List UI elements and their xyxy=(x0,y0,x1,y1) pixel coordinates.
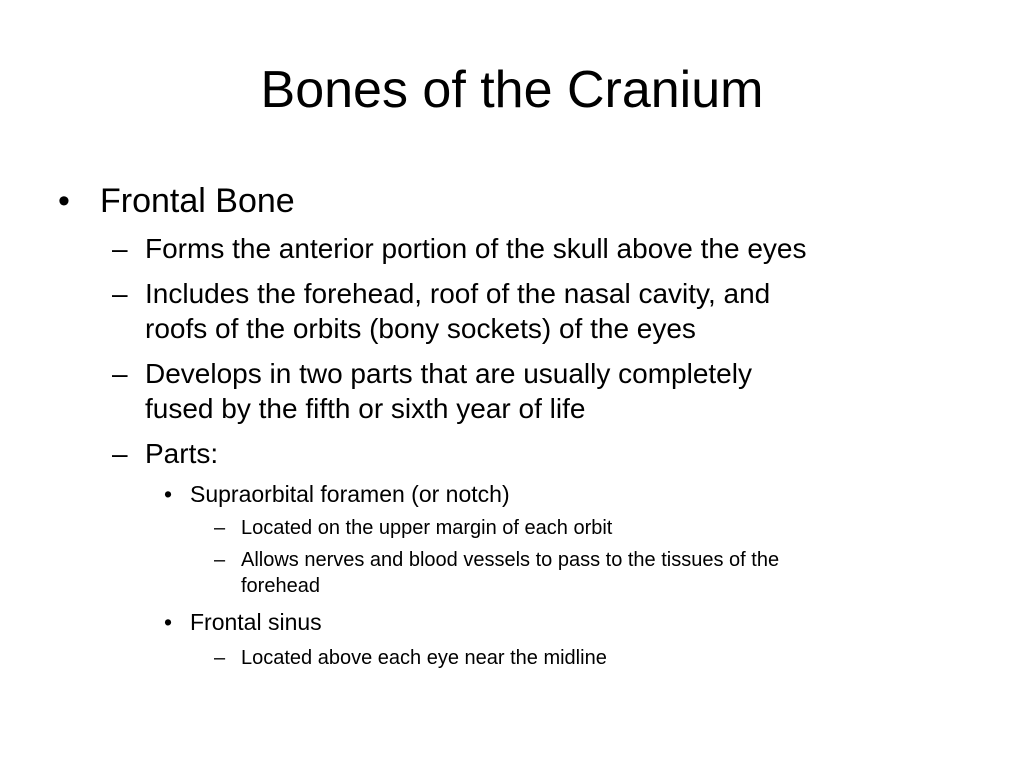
dash-marker: – xyxy=(112,278,128,309)
dash-marker: – xyxy=(112,358,128,389)
text-includes-line1: Includes the forehead, roof of the nasal cavity, and xyxy=(145,278,771,309)
slide-title: Bones of the Cranium xyxy=(260,61,764,119)
text-parts: Parts: xyxy=(145,438,219,469)
text-frontal-bone: Frontal Bone xyxy=(100,182,295,220)
text-supraorbital: Supraorbital foramen (or notch) xyxy=(190,481,510,507)
text-includes-line2: roofs of the orbits (bony sockets) of the eyes xyxy=(145,313,696,344)
text-forms: Forms the anterior portion of the skull above the eyes xyxy=(145,233,807,264)
text-located-above: Located above each eye near the midline xyxy=(241,647,607,669)
text-allows-line1: Allows nerves and blood vessels to pass to the tissues of the xyxy=(241,549,780,571)
dash-marker: – xyxy=(214,517,226,539)
text-develops-line1: Develops in two parts that are usually completely xyxy=(145,358,752,389)
dash-marker: – xyxy=(214,647,226,669)
bullet-marker: • xyxy=(58,182,70,220)
bullet-frontal-bone xyxy=(58,184,70,218)
dash-marker: – xyxy=(112,438,128,469)
text-develops-line2: fused by the fifth or sixth year of life xyxy=(145,393,586,424)
bullet-marker: • xyxy=(164,481,173,507)
dash-marker: – xyxy=(112,233,128,264)
bullet-marker: • xyxy=(164,609,173,635)
text-located-upper: Located on the upper margin of each orbit xyxy=(241,517,613,539)
dash-marker: – xyxy=(214,549,226,571)
text-frontal-sinus: Frontal sinus xyxy=(190,609,322,635)
text-allows-line2: forehead xyxy=(241,575,320,597)
